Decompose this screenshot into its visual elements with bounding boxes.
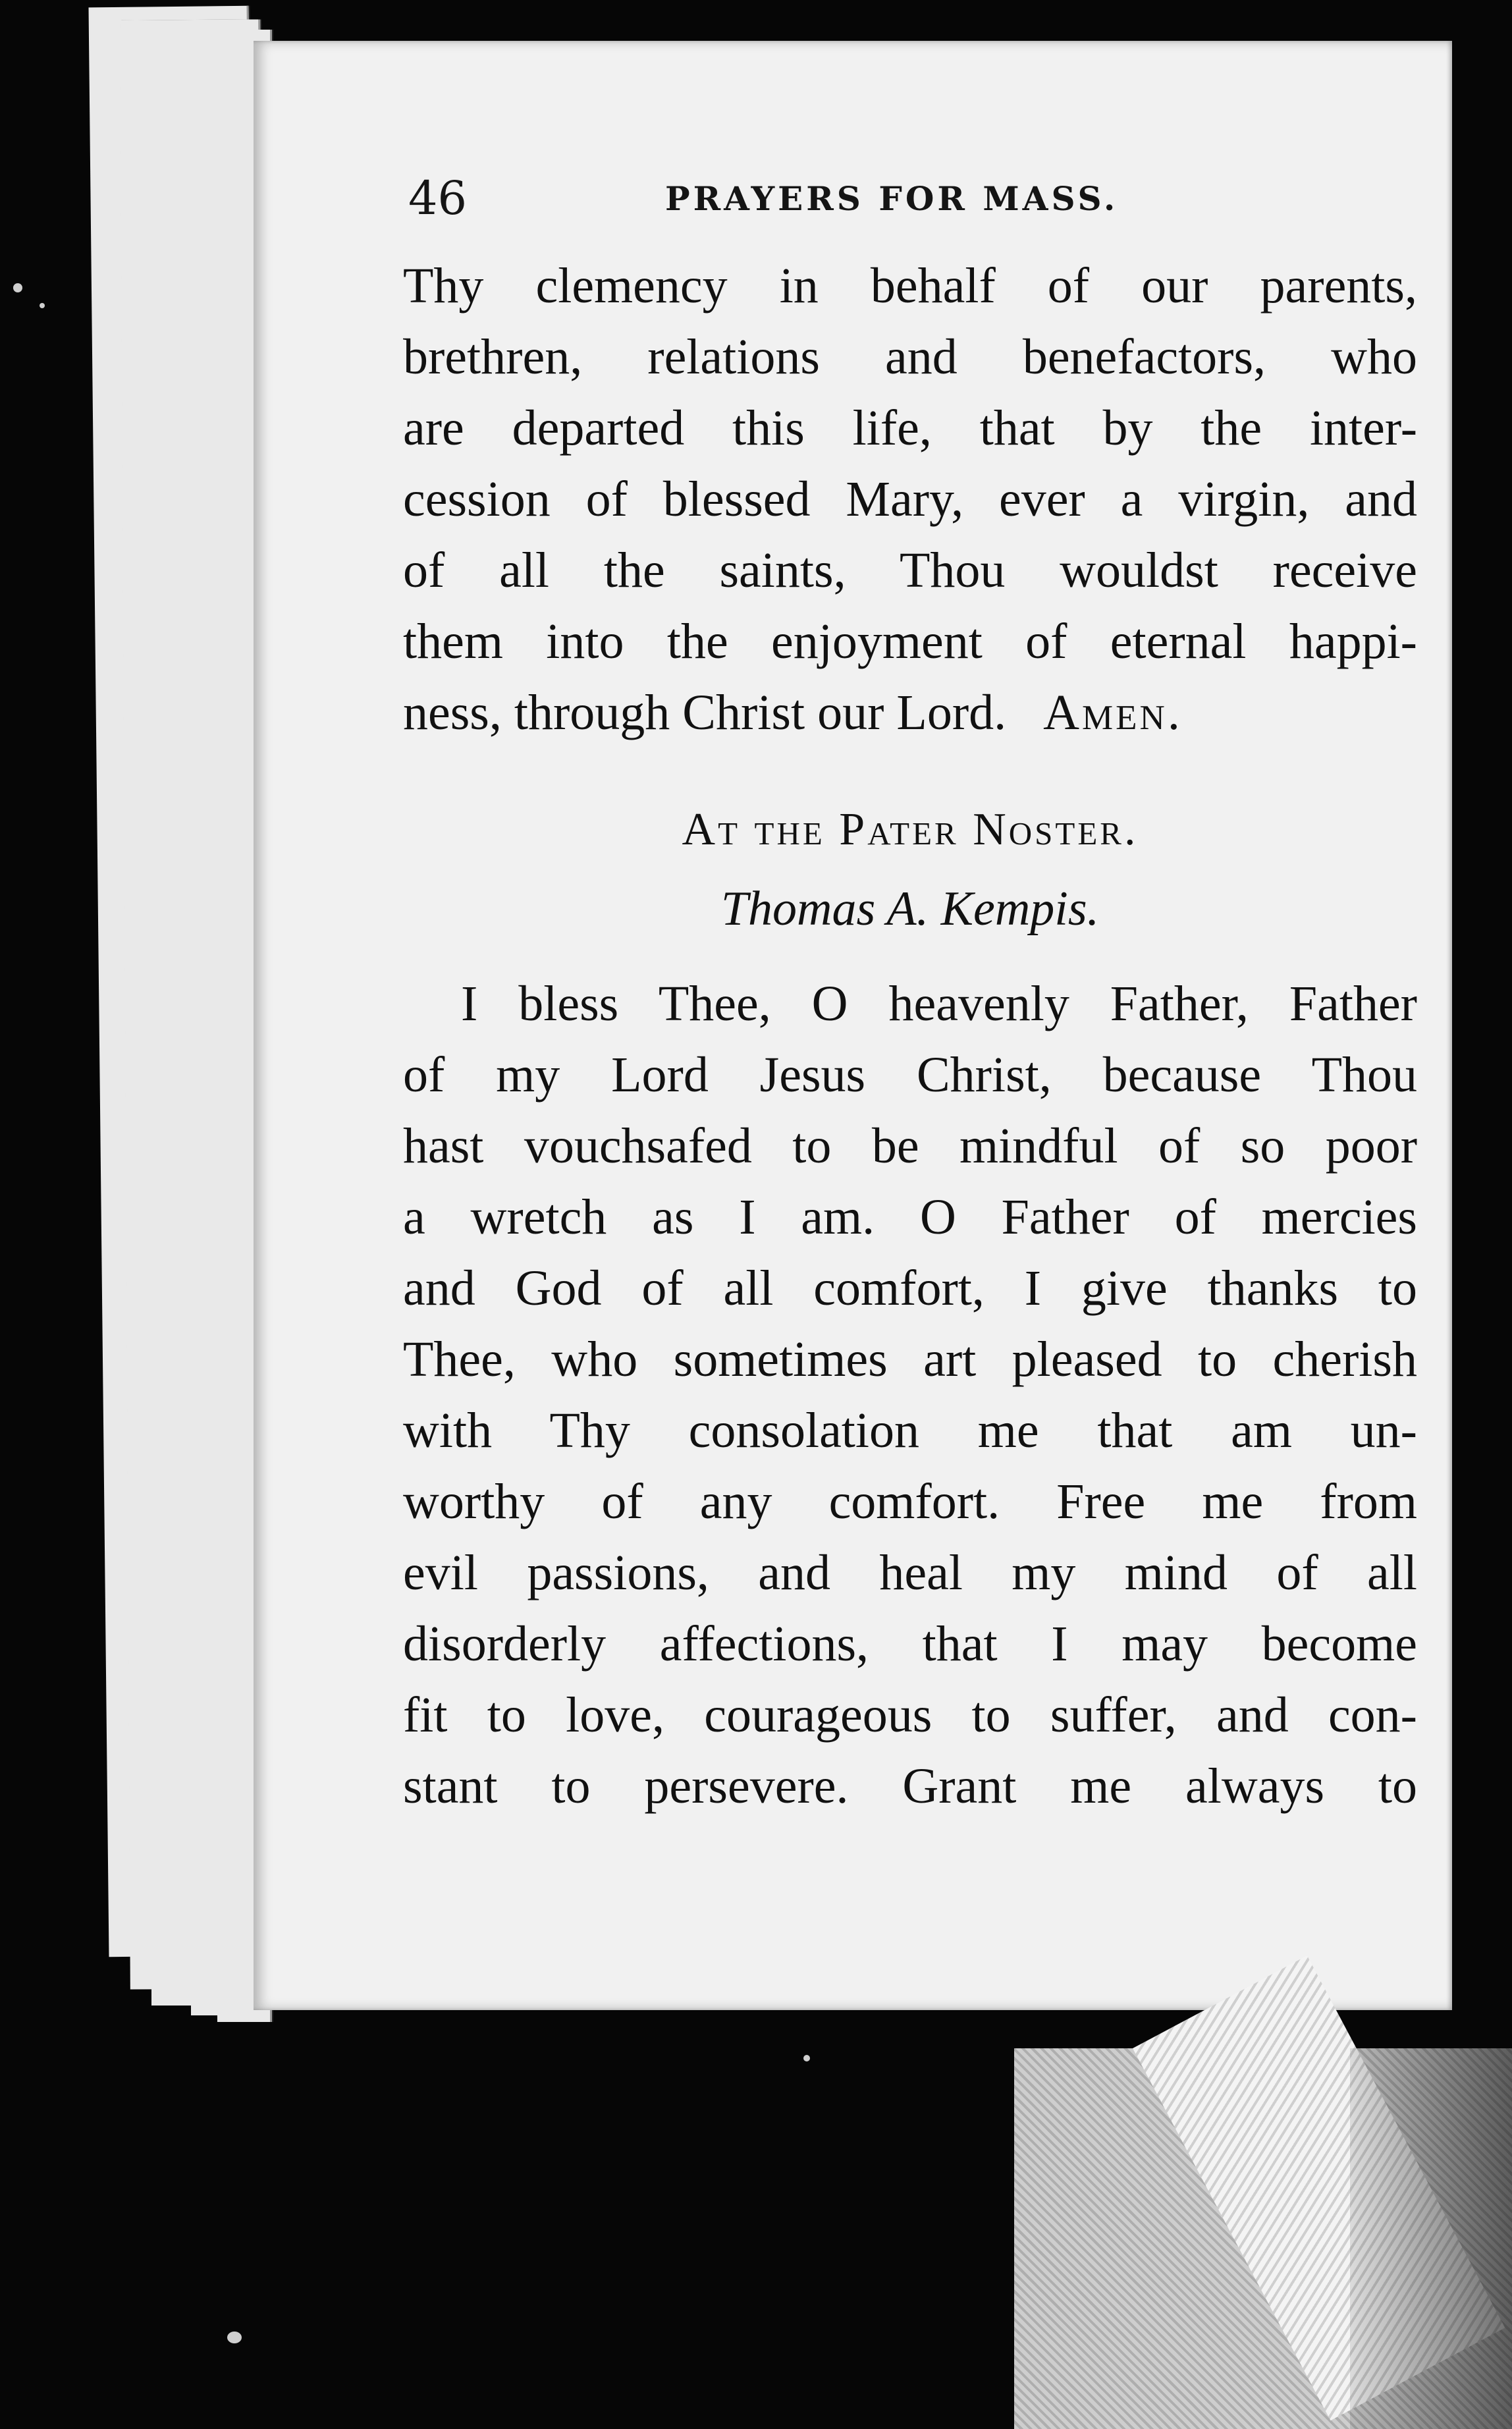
text-line: cession of blessed Mary, ever a virgin, and bbox=[403, 472, 1417, 527]
text-line: disorderly affections, that I may become bbox=[403, 1616, 1417, 1672]
text-line: worthy of any comfort. Free me from bbox=[403, 1474, 1417, 1529]
text-line-last bbox=[403, 677, 1417, 748]
section-title: At the Pater Noster. bbox=[682, 804, 1139, 855]
text-line: of all the saints, Thou wouldst receive bbox=[403, 543, 1417, 598]
scan-speck bbox=[13, 283, 22, 292]
text-line: Thy clemency in behalf of our parents, bbox=[403, 258, 1417, 314]
text-line: evil passions, and heal my mind of all bbox=[403, 1545, 1417, 1600]
text-line: with Thy consolation me that am un- bbox=[403, 1403, 1417, 1458]
text-line: them into the enjoyment of eternal happi- bbox=[403, 614, 1417, 669]
amen-word: Amen. bbox=[1043, 685, 1183, 740]
page-number: 46 bbox=[408, 171, 468, 225]
text-line: are departed this life, that by the inter- bbox=[403, 400, 1417, 456]
text-line: a wretch as I am. O Father of mercies bbox=[403, 1189, 1417, 1245]
text-line: stant to persevere. Grant me always to bbox=[403, 1759, 1417, 1814]
text-line: I bless Thee, O heavenly Father, Father bbox=[461, 976, 1417, 1031]
paragraph-2 bbox=[403, 968, 1417, 1822]
scan-speck bbox=[40, 303, 45, 308]
section-author: Thomas A. Kempis. bbox=[720, 882, 1100, 936]
text-line: of my Lord Jesus Christ, because Thou bbox=[403, 1047, 1417, 1103]
text-line: and God of all comfort, I give thanks to bbox=[403, 1261, 1417, 1316]
text-line: fit to love, courageous to suffer, and con- bbox=[403, 1687, 1417, 1743]
page-header bbox=[408, 165, 1166, 237]
running-head: PRAYERS FOR MASS. bbox=[665, 179, 1119, 218]
paragraph-1 bbox=[403, 250, 1417, 748]
text-line: ness, through Christ our Lord. bbox=[403, 685, 1007, 740]
text-line: brethren, relations and benefactors, who bbox=[403, 329, 1417, 385]
text-line: hast vouchsafed to be mindful of so poor bbox=[403, 1118, 1417, 1174]
scan-speck bbox=[227, 2332, 242, 2343]
scan-speck bbox=[803, 2055, 810, 2061]
cloth-shadow bbox=[1350, 2048, 1512, 2429]
text-line: Thee, who sometimes art pleased to cherish bbox=[403, 1332, 1417, 1387]
